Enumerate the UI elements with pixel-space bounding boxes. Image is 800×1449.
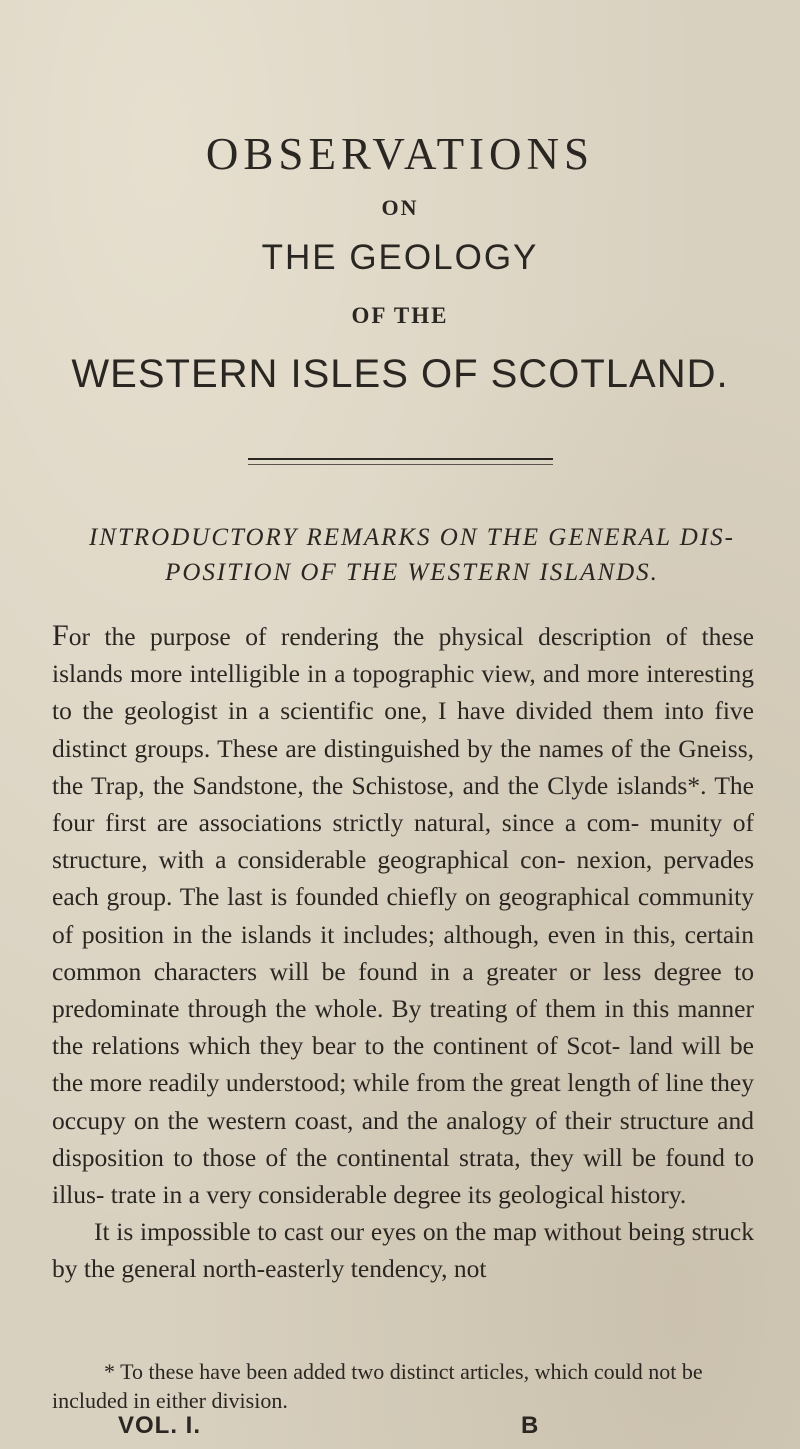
paragraph-1-text: or the purpose of rendering the physical description of these islands more intelligible in a topographic view, and more interesting to the geologist in a scientific one, I have divided them into five distinct groups. These are distinguished by the names of the Gneiss, the Trap, the Sandstone, the Schistose, and the Clyde islands*. The four first are associations strictly natural, since a com- munity of structure, with a considerable geographical con- nexion, pervades each group. The last is founded chiefly on geographical community of position in the islands it includes; although, even in this, certain common characters will be found in a greater or less degree to predominate through the whole. By treating of them in this manner the relations which they bear to the continent of Scot- land will be the more readily understood; while from the great length of line they occupy on the western coast, and the analogy of their structure and disposition to those of the continental strata, they will be found to illus- trate in a very considerable degree its geological history. bbox=[52, 622, 754, 1210]
volume-signature: VOL. I. bbox=[118, 1412, 202, 1439]
paragraph-1 bbox=[52, 617, 754, 1213]
title-of-the: OF THE bbox=[351, 303, 449, 328]
section-heading: INTRODUCTORY REMARKS ON THE GENERAL DIS- POSITION OF THE WESTERN ISLANDS. bbox=[88, 524, 735, 586]
footnote: * To these have been added two distinct articles, which could not be included in either division. bbox=[52, 1359, 703, 1413]
title-on: ON bbox=[381, 195, 419, 220]
drop-cap: F bbox=[52, 619, 69, 652]
title-the-geology: THE GEOLOGY bbox=[261, 238, 539, 277]
title-divider-rule-thin bbox=[248, 464, 553, 465]
body-text bbox=[52, 617, 754, 1288]
title-observations: OBSERVATIONS bbox=[205, 129, 595, 179]
title-divider-rule bbox=[248, 458, 553, 460]
paragraph-2: It is impossible to cast our eyes on the map without being struck by the general north-easterly tendency, not bbox=[52, 1217, 754, 1284]
title-western-isles: WESTERN ISLES OF SCOTLAND. bbox=[71, 352, 729, 396]
signature-mark: B bbox=[521, 1412, 539, 1439]
